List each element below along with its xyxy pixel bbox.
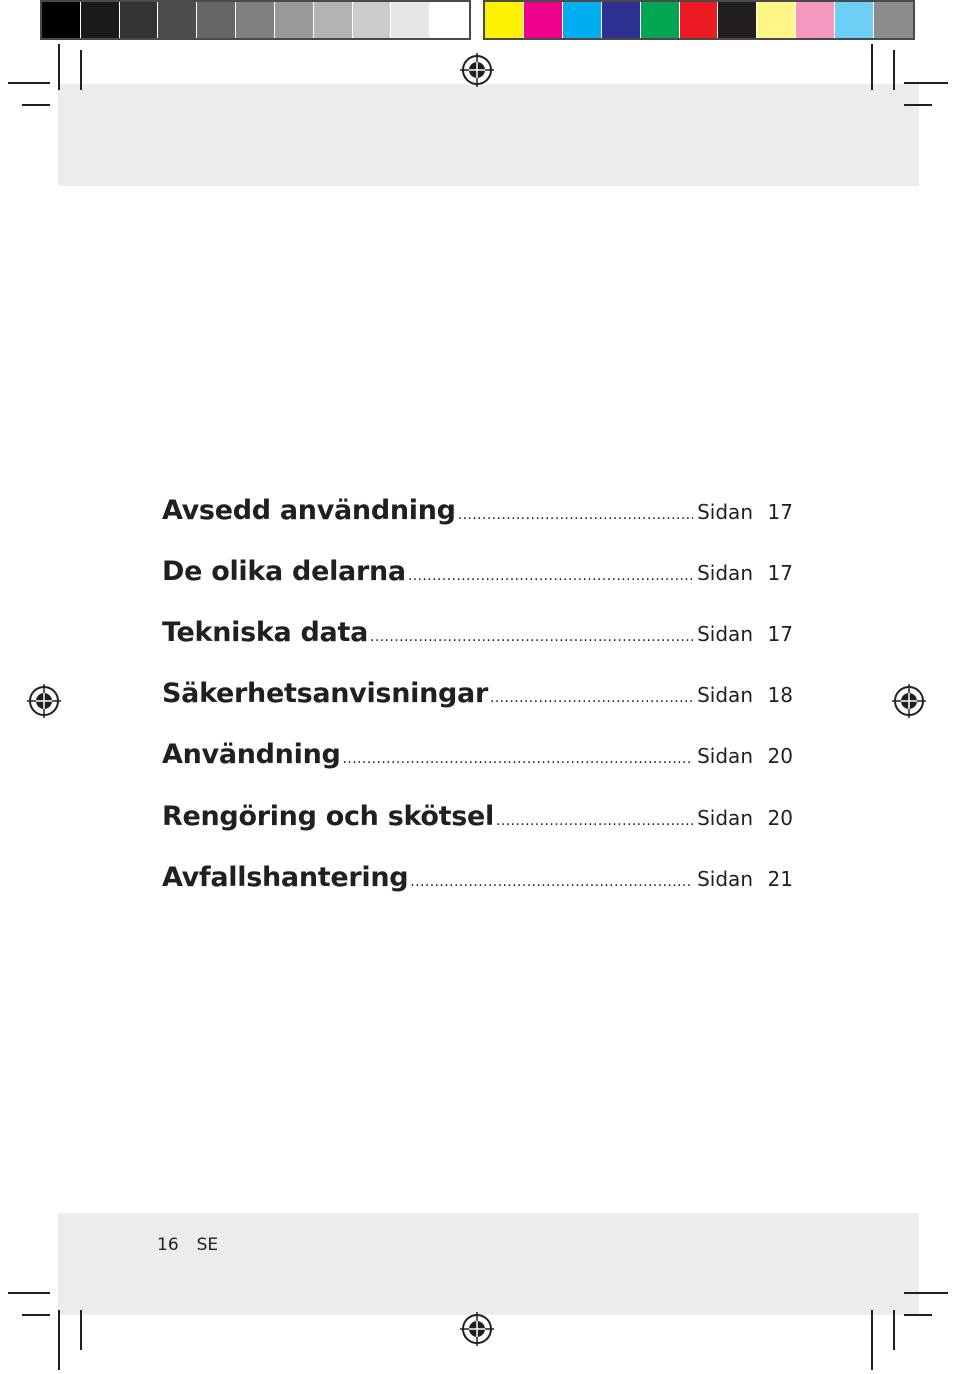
- toc-page-number: 21: [767, 867, 793, 891]
- gray-swatch: [158, 2, 197, 38]
- language-code: SE: [196, 1235, 219, 1255]
- gray-swatch: [197, 2, 236, 38]
- toc-page-word: Sidan: [697, 500, 753, 524]
- crop-mark: [904, 1292, 948, 1294]
- crop-mark: [8, 82, 50, 84]
- crop-mark: [8, 1292, 50, 1294]
- page-footer: [157, 1235, 236, 1255]
- gray-swatch: [430, 2, 469, 38]
- toc-entry[interactable]: [162, 862, 793, 906]
- crop-mark: [80, 1310, 82, 1350]
- toc-page-number: 20: [767, 744, 793, 768]
- grayscale-color-bar: [40, 0, 471, 40]
- gray-swatch: [275, 2, 314, 38]
- crop-mark: [893, 50, 895, 90]
- toc-page-number: 17: [767, 500, 793, 524]
- toc-leader-dots: [343, 751, 694, 767]
- color-swatch: [641, 2, 680, 38]
- color-swatch: [835, 2, 874, 38]
- color-swatch: [563, 2, 602, 38]
- header-band: [58, 84, 919, 186]
- toc-page-number: 17: [767, 622, 793, 646]
- crop-mark: [904, 104, 932, 106]
- registration-mark-icon: [460, 53, 494, 87]
- toc-entry[interactable]: [162, 801, 793, 845]
- color-swatch: [874, 2, 913, 38]
- footer-band: [58, 1213, 919, 1315]
- toc-entry[interactable]: [162, 739, 793, 783]
- gray-swatch: [353, 2, 392, 38]
- toc-entry-title: Tekniska data: [162, 617, 368, 648]
- toc-page-word: Sidan: [697, 683, 753, 707]
- color-swatch: [757, 2, 796, 38]
- gray-swatch: [236, 2, 275, 38]
- toc-leader-dots: [410, 874, 693, 890]
- toc-leader-dots: [496, 813, 693, 829]
- color-swatch: [718, 2, 757, 38]
- color-swatch: [485, 2, 524, 38]
- registration-mark-icon: [892, 684, 926, 718]
- toc-entry[interactable]: [162, 617, 793, 661]
- gray-swatch: [314, 2, 353, 38]
- toc-page-word: Sidan: [697, 806, 753, 830]
- crop-mark: [871, 1310, 873, 1370]
- toc-entry-title: Säkerhetsanvisningar: [162, 678, 488, 709]
- toc-entry-title: Användning: [162, 739, 341, 770]
- toc-page-number: 18: [767, 683, 793, 707]
- color-swatch: [524, 2, 563, 38]
- toc-entry[interactable]: [162, 495, 793, 539]
- crop-mark: [22, 1314, 50, 1316]
- toc-page-word: Sidan: [697, 561, 753, 585]
- color-swatch: [796, 2, 835, 38]
- toc-page-number: 20: [767, 806, 793, 830]
- toc-page-word: Sidan: [697, 744, 753, 768]
- crop-mark: [58, 44, 60, 90]
- gray-swatch: [81, 2, 120, 38]
- color-swatch: [602, 2, 641, 38]
- crop-mark: [904, 82, 948, 84]
- toc-entry-title: Avsedd användning: [162, 495, 456, 526]
- gray-swatch: [120, 2, 159, 38]
- toc-entry-title: Rengöring och skötsel: [162, 801, 494, 832]
- crop-mark: [871, 44, 873, 90]
- color-swatch: [680, 2, 719, 38]
- toc-leader-dots: [408, 568, 693, 584]
- crop-mark: [22, 104, 50, 106]
- gray-swatch: [42, 2, 81, 38]
- crop-mark: [80, 50, 82, 90]
- crop-mark: [58, 1310, 60, 1370]
- toc-entry-title: Avfallshantering: [162, 862, 409, 893]
- registration-mark-icon: [460, 1312, 494, 1346]
- toc-leader-dots: [370, 629, 693, 645]
- toc-leader-dots: [490, 690, 693, 706]
- toc-entry[interactable]: [162, 678, 793, 722]
- toc-entry-title: De olika delarna: [162, 556, 406, 587]
- toc-leader-dots: [458, 507, 693, 523]
- toc-entry[interactable]: [162, 556, 793, 600]
- registration-mark-icon: [27, 684, 61, 718]
- toc-page-word: Sidan: [697, 622, 753, 646]
- toc-page-number: 17: [767, 561, 793, 585]
- crop-mark: [893, 1310, 895, 1350]
- gray-swatch: [391, 2, 430, 38]
- process-color-bar: [483, 0, 915, 40]
- toc-page-word: Sidan: [697, 867, 753, 891]
- crop-mark: [904, 1314, 932, 1316]
- page-number: 16: [157, 1235, 179, 1255]
